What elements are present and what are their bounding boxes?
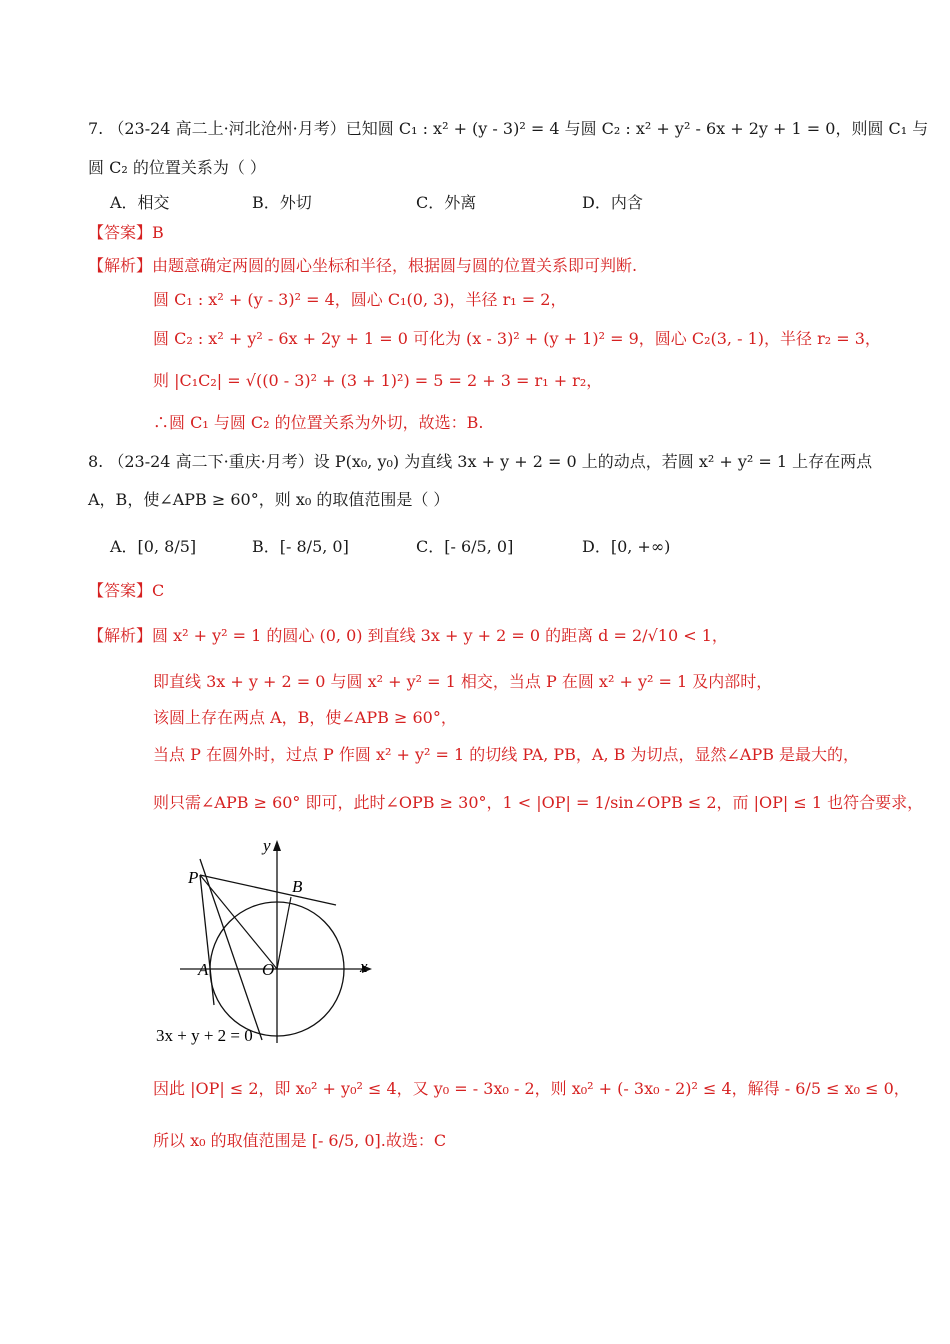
q7-analysis-conclusion: ∴圆 C₁ 与圆 C₂ 的位置关系为外切，故选：B.: [153, 413, 484, 432]
q7-analysis-intro: 【解析】由题意确定两圆的圆心坐标和半径，根据圆与圆的位置关系即可判断.: [88, 256, 638, 275]
q8-analysis-intersect: 即直线 3x + y + 2 = 0 与圆 x² + y² = 1 相交，当点 P 在圆 x² + y² = 1 及内部时，: [153, 672, 773, 691]
q8-stem-line2: A，B，使∠APB ≥ 60°，则 x₀ 的取值范围是（ ）: [88, 490, 450, 509]
q8-analysis-inside: 该圆上存在两点 A，B，使∠APB ≥ 60°，: [153, 708, 457, 727]
label-x: x: [360, 957, 368, 976]
segment-ob: [277, 897, 291, 969]
label-a: A: [198, 960, 209, 979]
q8-option-b: B．[- 8/5, 0]: [252, 537, 349, 556]
label-p: P: [188, 868, 199, 887]
q8-option-a: A．[0, 8/5]: [110, 537, 197, 556]
label-line: 3x + y + 2 = 0: [156, 1026, 253, 1045]
q8-analysis-solve: 因此 |OP| ≤ 2，即 x₀² + y₀² ≤ 4，又 y₀ = - 3x₀ - 2，则 x₀² + (- 3x₀ - 2)² ≤ 4，解得 - 6/5 ≤ x₀ ≤ 0，: [153, 1079, 910, 1098]
label-y: y: [263, 836, 271, 855]
label-o: O: [262, 960, 275, 979]
q8-analysis-distance: 【解析】圆 x² + y² = 1 的圆心 (0, 0) 到直线 3x + y + 2 = 0 的距离 d = 2/√10 < 1，: [88, 626, 728, 645]
q7-option-b: B．外切: [252, 193, 312, 212]
q7-option-a: A．相交: [110, 193, 170, 212]
circle-tangent-figure: [150, 835, 390, 1050]
q8-analysis-final: 所以 x₀ 的取值范围是 [- 6/5, 0].故选：C: [153, 1131, 447, 1150]
q7-analysis-c2: 圆 C₂ : x² + y² - 6x + 2y + 1 = 0 可化为 (x - 3)² + (y + 1)² = 9，圆心 C₂(3, - 1)，半径 r₂ = 3，: [153, 329, 881, 348]
q8-answer: 【答案】C: [88, 581, 165, 600]
q7-option-d: D．内含: [582, 193, 643, 212]
q7-analysis-c1: 圆 C₁ : x² + (y - 3)² = 4，圆心 C₁(0, 3)，半径 r₁ = 2，: [153, 290, 567, 309]
q8-option-d: D．[0, +∞): [582, 537, 671, 556]
q8-analysis-outside: 当点 P 在圆外时，过点 P 作圆 x² + y² = 1 的切线 PA, PB，A, B 为切点，显然∠APB 是最大的，: [153, 745, 860, 764]
q7-option-c: C．外离: [416, 193, 477, 212]
q8-option-c: C．[- 6/5, 0]: [416, 537, 514, 556]
y-axis-arrow: [273, 840, 281, 851]
q7-stem-line1: 7. （23-24 高二上·河北沧州·月考）已知圆 C₁ : x² + (y - 3)² = 4 与圆 C₂ : x² + y² - 6x + 2y + 1 = 0，则圆 C₁ 与: [88, 119, 929, 138]
q8-stem-line1: 8. （23-24 高二下·重庆·月考）设 P(x₀, y₀) 为直线 3x + y + 2 = 0 上的动点，若圆 x² + y² = 1 上存在两点: [88, 452, 873, 471]
label-b: B: [292, 877, 303, 896]
q7-stem-line2: 圆 C₂ 的位置关系为（ ）: [88, 158, 266, 177]
q7-analysis-distance: 则 |C₁C₂| = √((0 - 3)² + (3 + 1)²) = 5 = 2 + 3 = r₁ + r₂，: [153, 371, 603, 390]
q8-analysis-condition: 则只需∠APB ≥ 60° 即可，此时∠OPB ≥ 30°，1 < |OP| = 1/sin∠OPB ≤ 2，而 |OP| ≤ 1 也符合要求，: [153, 793, 924, 812]
q7-answer: 【答案】B: [88, 223, 164, 242]
